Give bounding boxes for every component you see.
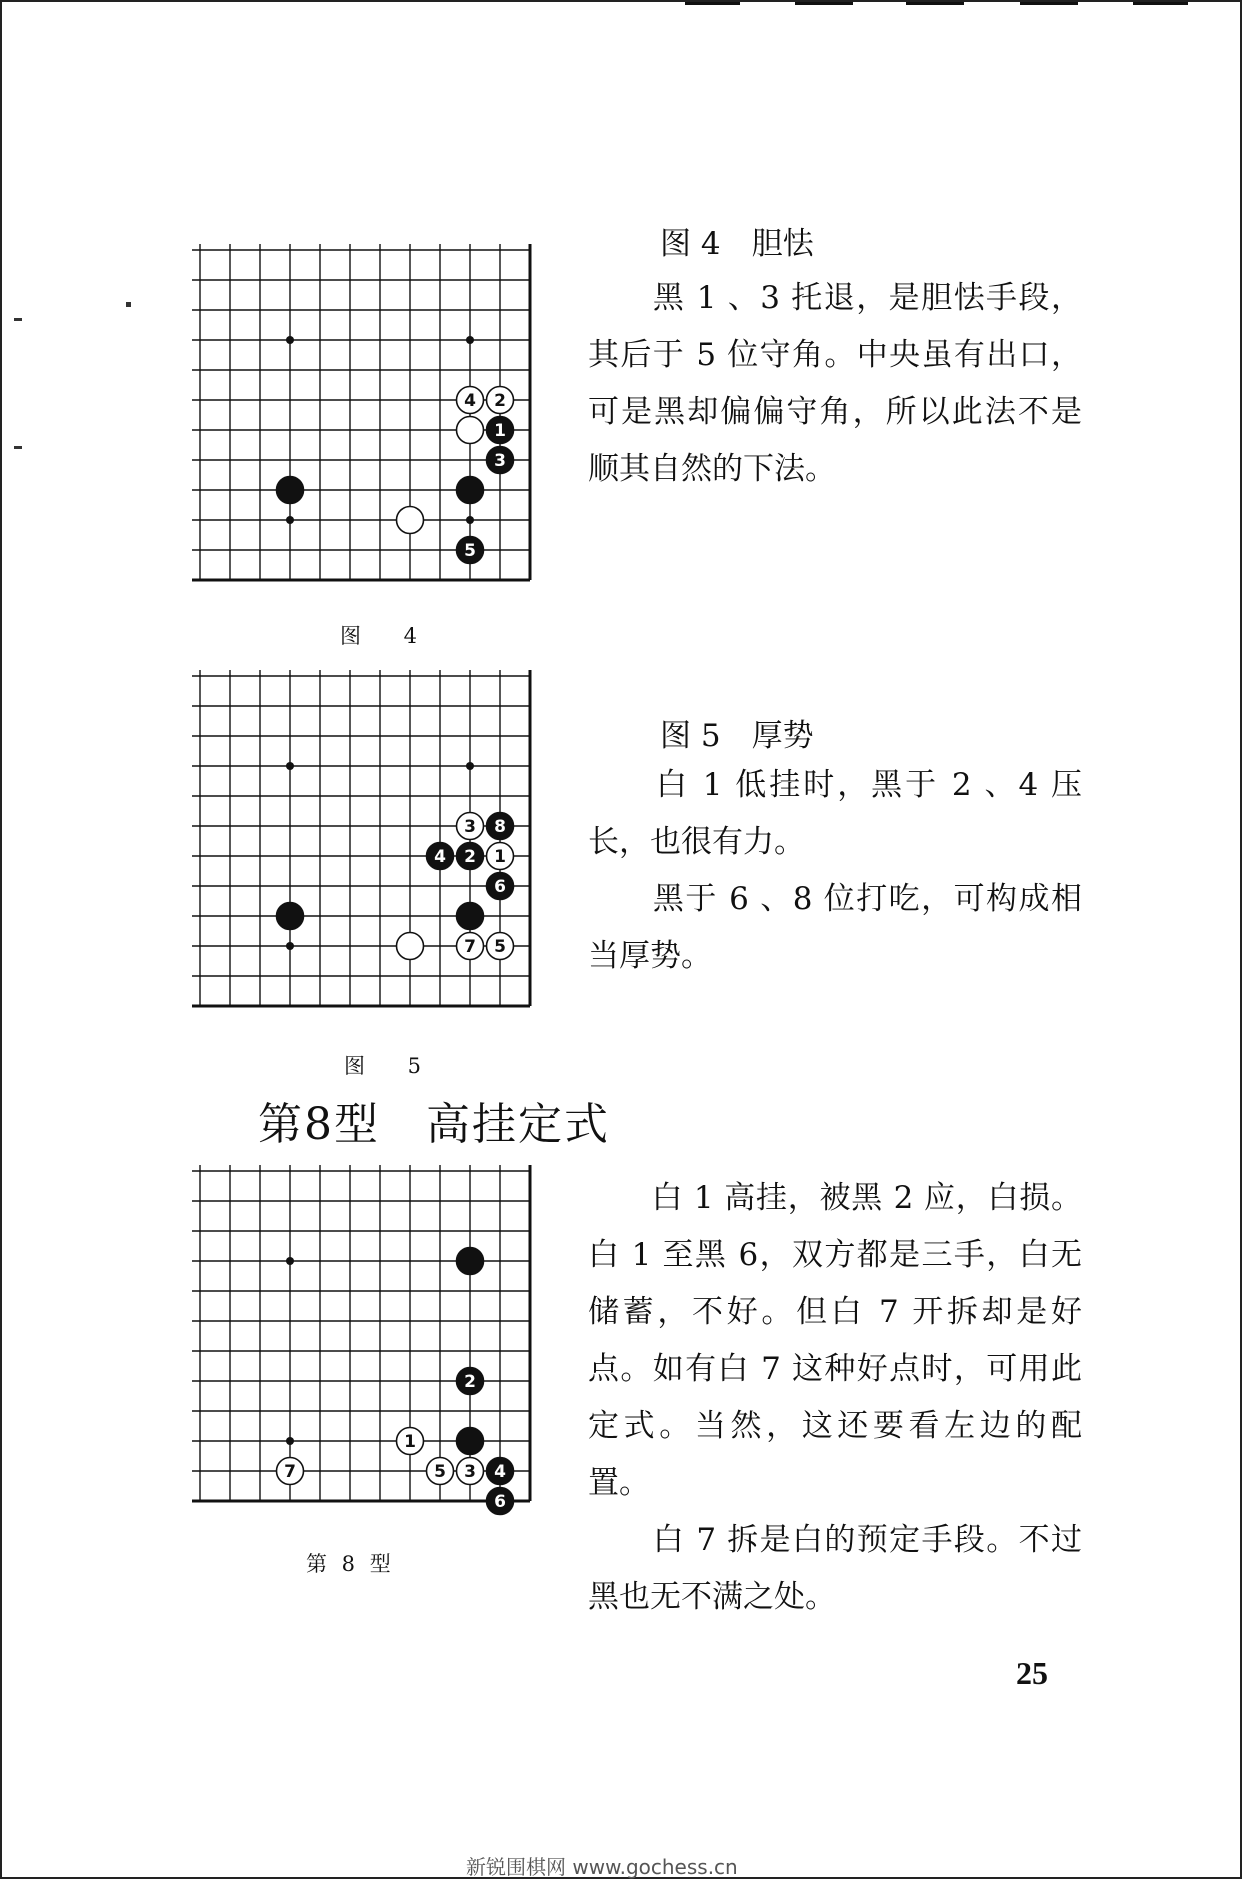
scan-mark xyxy=(14,446,22,449)
paragraph: 白 7 拆是白的预定手段。不过黑也无不满之处。 xyxy=(588,1522,1082,1615)
paragraph: 白 1 低挂时，黑于 2 、4 压长，也很有力。 xyxy=(588,767,1082,860)
move-number: 5 xyxy=(434,1462,446,1482)
move-number: 5 xyxy=(494,937,506,957)
go-board-figure-4 xyxy=(192,242,554,606)
top-rule xyxy=(685,2,740,5)
star-point xyxy=(286,942,294,950)
move-number: 3 xyxy=(494,451,506,471)
white-stone xyxy=(397,507,424,534)
white-stone xyxy=(397,933,424,960)
black-stone xyxy=(277,903,304,930)
move-number: 2 xyxy=(464,847,476,867)
scan-mark xyxy=(126,302,131,307)
move-number: 5 xyxy=(464,541,476,561)
star-point xyxy=(466,336,474,344)
move-number: 2 xyxy=(494,391,506,411)
figure-heading: 图 4 胆怯 xyxy=(660,226,814,262)
top-rule xyxy=(1020,2,1078,5)
move-number: 6 xyxy=(494,877,506,897)
black-stone xyxy=(457,477,484,504)
move-number: 6 xyxy=(494,1492,506,1512)
black-stone xyxy=(457,903,484,930)
page-number: 25 xyxy=(1016,1655,1048,1691)
figure-text xyxy=(588,757,1082,985)
figure-caption: 图 5 xyxy=(344,1054,440,1078)
star-point xyxy=(286,516,294,524)
figure-text xyxy=(588,1170,1082,1626)
star-point xyxy=(286,762,294,770)
star-point xyxy=(286,1257,294,1265)
figure-text xyxy=(588,270,1082,498)
paragraph: 黑于 6 、8 位打吃，可构成相当厚势。 xyxy=(588,881,1082,974)
go-board-figure-5 xyxy=(192,668,554,1032)
star-point xyxy=(286,336,294,344)
move-number: 4 xyxy=(464,391,476,411)
white-stone xyxy=(457,417,484,444)
move-number: 1 xyxy=(494,421,506,441)
paragraph: 白 1 高挂，被黑 2 应，白损。白 1 至黑 6，双方都是三手，白无储蓄，不好。但白 7 开拆却是好点。如有白 7 这种好点时，可用此定式。当然，这还要看左边的配置。 xyxy=(588,1180,1082,1501)
paragraph: 黑 1 、3 托退，是胆怯手段，其后于 5 位守角。中央虽有出口，可是黑却偏偏守角，所以此法不是顺其自然的下法。 xyxy=(588,280,1082,487)
go-board-type-8 xyxy=(192,1163,554,1535)
move-number: 7 xyxy=(464,937,476,957)
black-stone xyxy=(277,477,304,504)
top-rule xyxy=(906,2,964,5)
watermark: 新锐围棋网 www.gochess.cn xyxy=(466,1855,738,1879)
figure-caption: 图 4 xyxy=(340,624,436,648)
move-number: 2 xyxy=(464,1372,476,1392)
figure-heading: 图 5 厚势 xyxy=(660,718,814,754)
move-number: 7 xyxy=(284,1462,296,1482)
top-rule xyxy=(795,2,853,5)
scan-mark xyxy=(14,318,22,321)
black-stone xyxy=(457,1248,484,1275)
black-stone xyxy=(457,1428,484,1455)
figure-caption: 第 8 型 xyxy=(306,1552,395,1576)
star-point xyxy=(286,1437,294,1445)
move-number: 4 xyxy=(494,1462,506,1482)
move-number: 8 xyxy=(494,817,506,837)
move-number: 3 xyxy=(464,817,476,837)
star-point xyxy=(466,516,474,524)
section-title: 第8型 高挂定式 xyxy=(258,1099,610,1150)
top-rule xyxy=(1133,2,1188,5)
move-number: 1 xyxy=(494,847,506,867)
move-number: 3 xyxy=(464,1462,476,1482)
move-number: 4 xyxy=(434,847,446,867)
move-number: 1 xyxy=(404,1432,416,1452)
star-point xyxy=(466,762,474,770)
